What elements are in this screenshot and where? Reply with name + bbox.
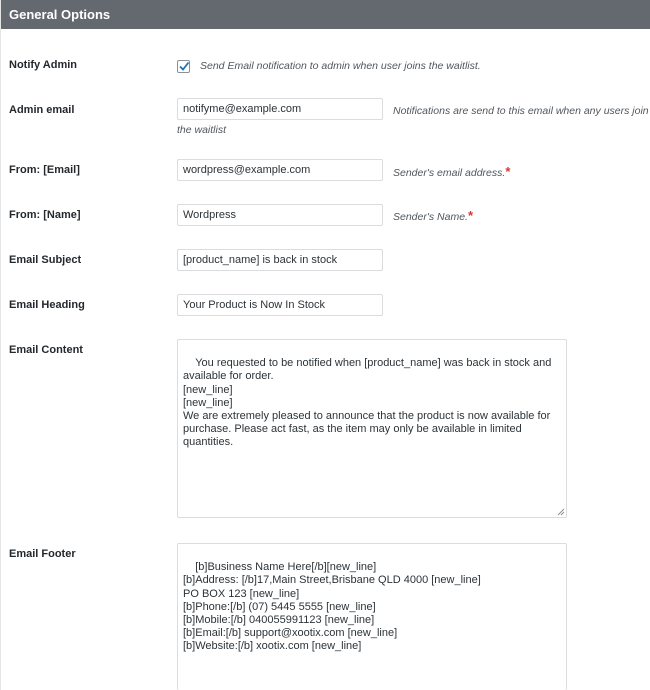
panel-title: General Options xyxy=(1,0,650,29)
from-name-input[interactable] xyxy=(177,204,383,226)
required-mark: * xyxy=(467,208,474,223)
checkmark-icon xyxy=(177,59,191,73)
email-heading-label: Email Heading xyxy=(9,299,85,311)
email-subject-label: Email Subject xyxy=(9,254,82,266)
email-content-label: Email Content xyxy=(9,344,83,356)
required-mark: * xyxy=(505,164,511,179)
admin-email-label: Admin email xyxy=(9,104,75,116)
email-footer-text: [b]Business Name Here[/b][new_line] [b]Address: [/b]17,Main Street,Brisbane QLD 4000 [new_line] PO BOX 123 [new_line] [b]Phone:[/b] (07) 5445 5555 [new_line] [b]Mobile:[/b] 040055991123 [new_line] [b]Email:[/b] support@xootix.com [new_line] [b]Website:[/b] xootix.com [new_line] xyxy=(183,561,481,653)
email-content-text: You requested to be notified when [product_name] was back in stock and available for order. [new_line] [new_line] We are extremely pleased to announce that the product is now available for purchase. Please act fast, as the item may only be available in limited quantities. xyxy=(183,357,552,449)
from-email-label: From: [Email] xyxy=(9,164,80,176)
from-name-hint-text: Sender's Name. xyxy=(393,211,468,223)
admin-email-hint-line1: Notifications are send to this email when any users join xyxy=(393,105,649,117)
from-email-hint-text: Sender's email address. xyxy=(393,167,506,179)
resize-grip-icon[interactable] xyxy=(557,508,565,516)
notify-admin-checkbox[interactable] xyxy=(177,60,190,73)
from-email-input[interactable] xyxy=(177,159,383,181)
notify-admin-description: Send Email notification to admin when user joins the waitlist. xyxy=(200,60,481,72)
email-footer-textarea[interactable] xyxy=(177,543,567,690)
notify-admin-label: Notify Admin xyxy=(9,59,78,71)
email-heading-input[interactable] xyxy=(177,294,383,316)
from-name-label: From: [Name] xyxy=(9,209,81,221)
from-email-hint xyxy=(393,164,510,179)
admin-email-hint-line2: the waitlist xyxy=(177,124,227,136)
email-subject-input[interactable] xyxy=(177,249,383,271)
email-content-textarea[interactable] xyxy=(177,339,567,518)
from-name-hint xyxy=(393,208,473,223)
admin-email-input[interactable] xyxy=(177,98,383,120)
email-footer-label: Email Footer xyxy=(9,548,76,560)
